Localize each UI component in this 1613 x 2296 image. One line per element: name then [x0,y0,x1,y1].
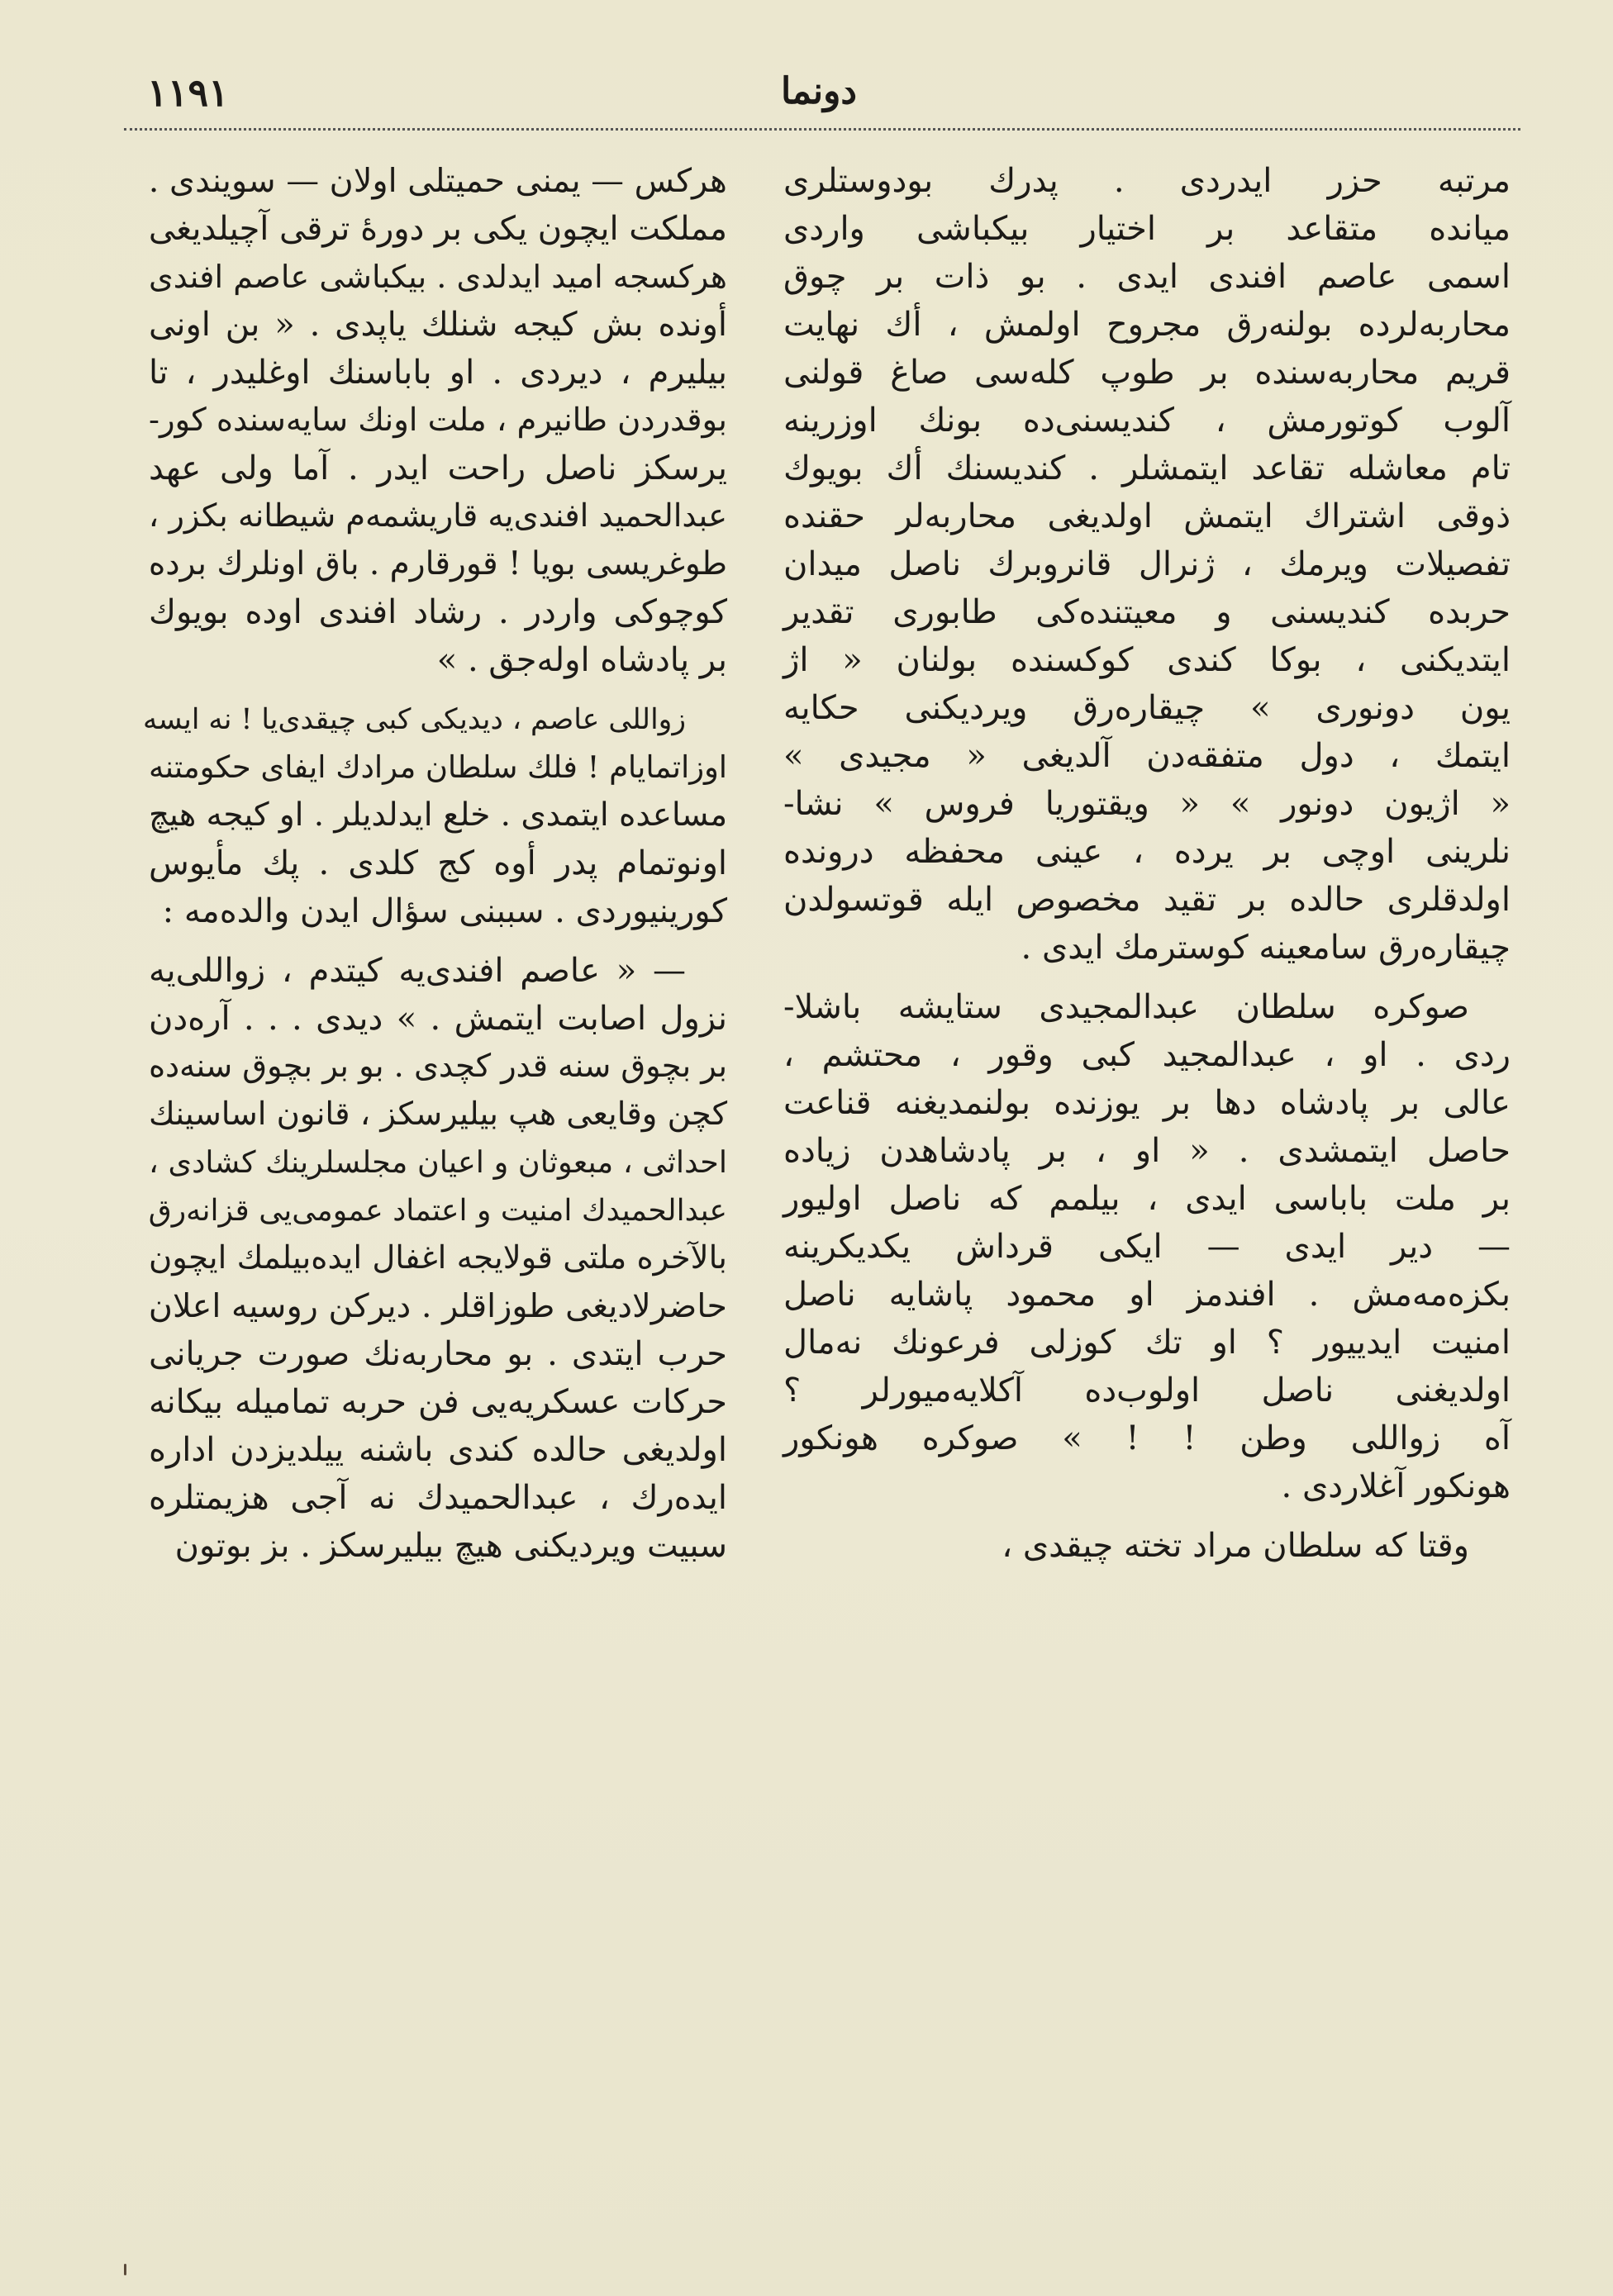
text-line: صوکره سلطان عبدالمجیدی ستایشه باشلا- [783,988,1469,1026]
text-line: بر بچوق سنه قدر کچدی . بو بر بچوق سنه‌ده [148,1048,727,1085]
text-line: محاربه‌لرده بولنه‌رق مجروح اولمش ، أك نهایت [783,306,1511,344]
text-line: حرکات عسکریه‌یی فن حربه تمامیله بیکانه [149,1383,727,1421]
text-line: یرسکز ناصل راحت ایدر . آما ولی عهد [149,449,727,487]
text-line: ایده‌رك ، عبدالحمیدك نه آجی هزیمتلره [149,1479,727,1517]
paragraph [149,157,727,684]
paragraph [783,983,1511,1510]
text-line: تفصیلات ویرمك ، ژنرال قانروبرك ناصل میدان [783,545,1511,583]
paragraph [783,1522,1511,1570]
text-line: أونده بش کیجه شنلك یاپدی . « بن اونی [149,306,727,344]
text-line: آلوب کوتورمش ، کندیسنی‌ده بونك اوزرینه [783,402,1511,440]
text-line: هرکسجه امید ایدلدی . بیکباشی عاصم افندی [149,259,727,295]
paragraph [783,157,1511,972]
text-line: بوقدردن طانیرم ، ملت اونك سایه‌سنده کور- [149,402,727,439]
text-line: حربده کندیسنی و معیتنده‌کی طابوری تقدیر [783,593,1511,631]
text-line: حاضرلادیغی طوزاقلر . دیرکن روسیه اعلان [148,1287,727,1325]
text-line: یون دونوری » چیقاره‌رق ویردیکنی حکایه [783,689,1511,727]
text-line: هونکور آغلاردی . [1281,1467,1511,1505]
text-line: کوچوکی واردر . رشاد افندی اوده بویوك [149,593,727,631]
page-number: ١١٩١ [147,70,229,115]
text-line: نزول اصابت ایتمش . » دیدی . . . آره‌دن [149,1000,727,1038]
text-line: حاصل ایتمشدی . « او ، بر پادشاهدن زیاده [783,1132,1511,1170]
header-dotted-rule [124,128,1520,131]
page-header [124,70,1529,128]
text-line: چیقاره‌رق سامعینه کوسترمك ایدی . [1021,929,1511,967]
text-line: اوزاتمایام ! فلك سلطان مرادك ایفای حکومتنه [149,749,727,785]
text-line: بر پادشاه اوله‌جق . » [436,641,727,679]
text-line: — « عاصم افندی‌یه کیتدم ، زواللی‌یه [149,952,686,990]
text-line: کچن وقایعی هپ بیلیرسکز ، قانون اساسینك [148,1096,727,1133]
paragraph [149,947,727,1570]
text-line: — دیر ایدی — ایکی قرداش یکدیکرینه [783,1228,1511,1266]
text-line: ردی . او ، عبدالمجید کبی وقور ، محتشم ، [783,1036,1511,1074]
text-line: بالآخره ملتی قولایجه اغفال ایده‌بیلمك ایچون [149,1239,727,1276]
text-line: مساعده ایتمدی . خلع ایدلدیلر . او کیجه هیچ [149,796,727,834]
text-line: اولدیغی حالده کندی باشنه ییلدیزدن اداره [149,1431,727,1469]
text-line: مرتبه حزر ایدردی . پدرك بودوستلری [783,162,1511,200]
text-line: عبدالحمید افندی‌یه قاریشمه‌م شیطانه بکزر ، [148,497,727,535]
text-line: بیلیرم ، دیردی . او باباسنك اوغلیدر ، تا [149,354,727,392]
text-line: اونوتمام پدر أوه کج کلدی . پك مأیوس [149,844,727,882]
text-line: « اژیون دونور » « ویقتوریا فروس » نشا- [783,785,1511,823]
text-line: عبدالحمیدك امنیت و اعتماد عمومی‌یی قزانه‌رق [148,1193,727,1228]
text-line: ذوقی اشتراك ایتمش اولدیغی محاربه‌لر حقنده [783,497,1511,535]
paragraph [142,696,727,935]
text-line: آه زواللی وطن ! ! » صوکره هونکور [783,1419,1511,1457]
right-text-column [783,157,1511,1581]
text-line: حرب ایتدی . بو محاربه‌نك صورت جریانی [149,1335,727,1373]
text-line: بکزه‌مه‌مش . افندمز او محمود پاشایه ناصل [783,1276,1511,1314]
text-line: طوغریسی بویا ! قورقارم . باق اونلرك برده [148,545,727,582]
text-line: وقتا که سلطان مراد تخته چیقدی ، [1002,1527,1469,1565]
text-line: قریم محاربه‌سنده بر طوپ کله‌سی صاغ قولنی [783,354,1511,392]
text-line: هرکس — یمنی حمیتلی اولان — سویندی . [148,162,727,200]
left-text-column [142,157,727,1581]
text-line: نلرینی اوچی بر یرده ، عینی محفظه درونده [783,833,1511,871]
text-line: مملکت ایچون یکی بر دورهٔ ترقی آچیلدیغی [148,210,727,248]
text-line: اولدیغنی ناصل اولوب‌ده آکلایه‌میورلر ؟ [783,1371,1511,1409]
text-line: امنیت ایدییور ؟ او تك کوزلی فرعونك نه‌مال [783,1324,1511,1362]
text-line: عالی بر پادشاه دها بر یوزنده بولنمدیغنه قناعت [783,1084,1511,1122]
text-line: اسمی عاصم افندی ایدی . بو ذات بر چوق [783,258,1511,296]
text-line: سبیت ویردیکنی هیچ بیلیرسکز . بز بوتون [174,1527,727,1565]
text-line: احداثی ، مبعوثان و اعیان مجلسلرینك کشادی ، [149,1144,727,1180]
text-line: ایتدیکنی ، بوکا کندی کوکسنده بولنان « اژ [783,641,1511,679]
text-line: اولدقلری حالده بر تقید مخصوص ایله قوتسولدن [783,881,1511,919]
text-line: ایتمك ، دول متفقه‌دن آلدیغی « مجیدی » [783,737,1511,775]
text-line: میانده متقاعد بر اختیار بیکباشی واردی [783,210,1511,248]
text-line: تام معاشله تقاعد ایتمشلر . کندیسنك أك بویوك [783,449,1511,487]
paper-speck [124,2264,126,2275]
text-line: زواللی عاصم ، دیدیکی کبی چیقدی‌یا ! نه ایسه [142,703,686,736]
running-title: دونما [781,70,857,112]
text-line: کورینیوردی . سببنی سؤال ایدن والده‌مه : [162,892,727,930]
text-line: بر ملت باباسی ایدی ، بیلمم که ناصل اولیور [783,1180,1511,1218]
